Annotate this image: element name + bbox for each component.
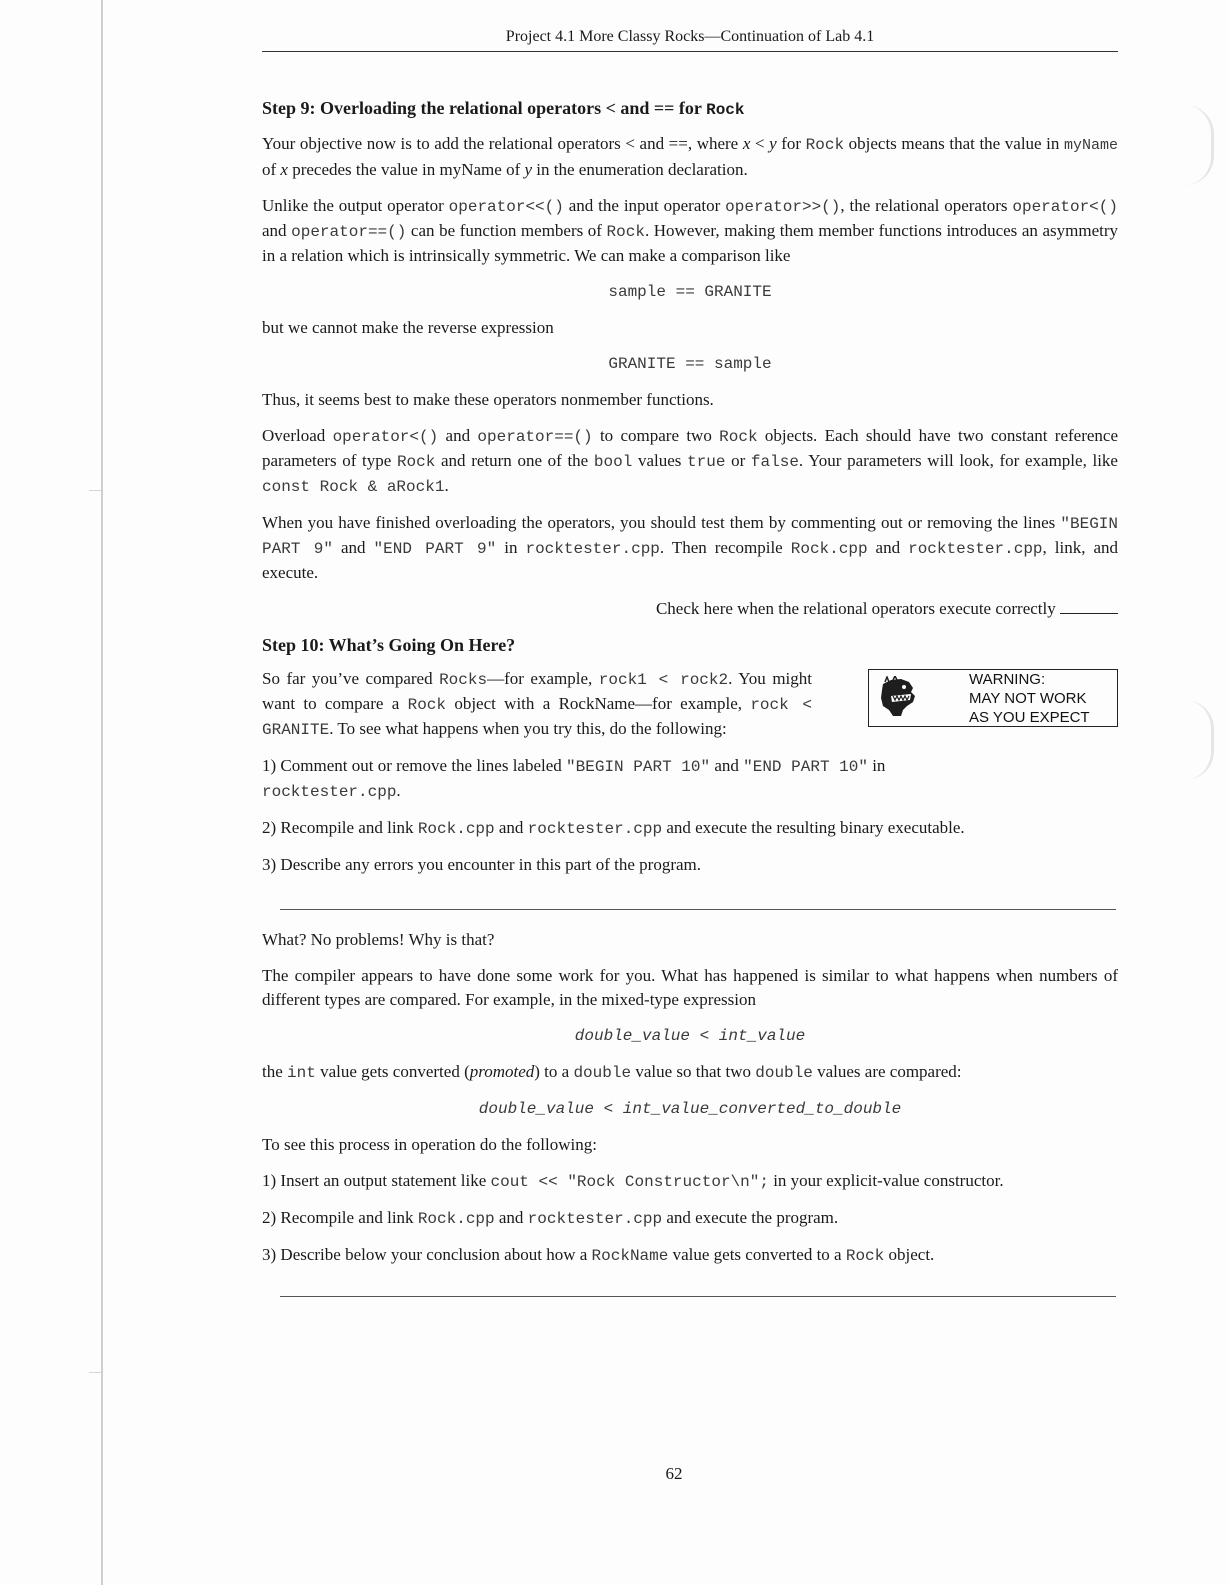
page-content bbox=[262, 26, 1118, 1297]
code: operator==() bbox=[291, 223, 407, 241]
var-x: x bbox=[742, 134, 751, 153]
code: rocktester.cpp bbox=[525, 540, 660, 558]
step10-intro-paragraph bbox=[262, 667, 812, 742]
var-y: y bbox=[769, 134, 777, 153]
code: false bbox=[750, 453, 799, 471]
text: Your objective now is to add the relational operators bbox=[262, 134, 626, 153]
answer-line[interactable] bbox=[280, 909, 1116, 910]
page-number: 62 bbox=[665, 1464, 683, 1483]
text: precedes the value in bbox=[287, 160, 440, 179]
text: , link, and execute. bbox=[262, 538, 1119, 582]
code: Rock bbox=[606, 223, 645, 241]
step9-member-paragraph bbox=[262, 194, 1118, 268]
code: double bbox=[573, 1064, 632, 1082]
text: objects. Each should have two constant reference parameters of type bbox=[262, 426, 1119, 470]
text: < bbox=[750, 134, 770, 153]
code-example-granite-eq-sample: GRANITE == sample bbox=[608, 355, 772, 373]
text: < bbox=[625, 134, 635, 153]
step10-instruction-5 bbox=[262, 1206, 1118, 1231]
text: value gets converted to a bbox=[668, 1245, 846, 1264]
warning-box bbox=[868, 669, 1118, 727]
text: and bbox=[710, 756, 744, 775]
text: and execute the program. bbox=[662, 1208, 839, 1227]
text: Unlike the output operator bbox=[262, 196, 449, 215]
text: object. bbox=[884, 1245, 935, 1264]
code: operator==() bbox=[477, 428, 593, 446]
text: When you have finished overloading the operators, you should test them by commenting out or removing the lines bbox=[262, 513, 1061, 532]
page-number-wrap bbox=[0, 1462, 1228, 1486]
text: —for example, bbox=[635, 694, 751, 713]
text: and bbox=[332, 538, 374, 557]
text: . Then recompile bbox=[659, 538, 791, 557]
code: bool bbox=[593, 453, 633, 471]
code: Rock.cpp bbox=[417, 1210, 495, 1228]
text: or bbox=[725, 451, 751, 470]
text: the bbox=[262, 1062, 288, 1081]
text: value so that two bbox=[631, 1062, 756, 1081]
reverse-expression-text: but we cannot make the reverse expression bbox=[262, 318, 554, 337]
text: 1) Insert an output statement like bbox=[262, 1171, 491, 1190]
step10-heading: Step 10: What’s Going On Here? bbox=[262, 635, 516, 655]
text: values bbox=[632, 451, 688, 470]
text: and bbox=[262, 221, 292, 240]
running-header: Project 4.1 More Classy Rocks—Continuation of Lab 4.1 bbox=[262, 26, 1118, 52]
text: —for example, bbox=[487, 669, 599, 688]
answer-line[interactable] bbox=[280, 1296, 1116, 1297]
text: , where bbox=[687, 134, 743, 153]
overload-paragraph bbox=[262, 424, 1118, 499]
code: rocktester.cpp bbox=[262, 783, 397, 801]
text: to compare two bbox=[592, 426, 720, 445]
text: 2) Recompile and link bbox=[262, 1208, 418, 1227]
warning-line: MAY NOT WORK bbox=[969, 689, 1087, 707]
code: "END PART 10" bbox=[743, 758, 868, 776]
code: rocktester.cpp bbox=[527, 820, 663, 838]
text: 3) Describe below your conclusion about how a bbox=[262, 1245, 592, 1264]
code: Rock.cpp bbox=[417, 820, 495, 838]
step9-checkoff bbox=[262, 597, 1118, 621]
text: of bbox=[262, 160, 281, 179]
text: . bbox=[444, 476, 449, 495]
text: . However, making them member functions introduces an asymmetry in a relation which is intrinsically symmetric. We can make a comparison like bbox=[262, 221, 1118, 265]
text: and execute the resulting binary executable. bbox=[662, 818, 965, 837]
step9-heading bbox=[262, 96, 1118, 122]
step9-objective-paragraph bbox=[262, 132, 1118, 182]
text: . Your parameters will look, for example, like bbox=[798, 451, 1118, 470]
code: rock < GRANITE bbox=[262, 696, 812, 739]
code: const Rock & aRock1 bbox=[262, 478, 445, 496]
text: in the enumeration declaration. bbox=[532, 160, 748, 179]
code: Rock bbox=[396, 453, 436, 471]
step10-intro-row bbox=[262, 667, 1118, 754]
code: operator>>() bbox=[725, 198, 841, 216]
code-example-sample-eq-granite: sample == GRANITE bbox=[608, 283, 772, 301]
var-y: y bbox=[524, 160, 533, 179]
checkoff-blank[interactable] bbox=[1060, 597, 1118, 614]
text: of bbox=[501, 160, 525, 179]
code: rock1 < rock2 bbox=[598, 671, 729, 689]
text: object with a bbox=[446, 694, 559, 713]
code-converted-expression: double_value < int_value_converted_to_double bbox=[478, 1100, 902, 1118]
text: for bbox=[776, 134, 806, 153]
text-myname: myName bbox=[439, 160, 502, 179]
code: rocktester.cpp bbox=[527, 1210, 663, 1228]
scan-margin-tick bbox=[89, 490, 101, 491]
text: and bbox=[438, 426, 478, 445]
text: and bbox=[634, 134, 669, 153]
nonmember-paragraph: Thus, it seems best to make these operators nonmember functions. bbox=[262, 390, 714, 409]
warning-line: AS YOU EXPECT bbox=[969, 708, 1090, 726]
code: true bbox=[687, 453, 726, 471]
code-myname: myName bbox=[1064, 137, 1119, 154]
step10-instruction-2 bbox=[262, 816, 1118, 841]
promotion-paragraph bbox=[262, 1060, 1118, 1085]
text: in bbox=[496, 538, 526, 557]
test-paragraph bbox=[262, 511, 1118, 585]
text: and bbox=[494, 1208, 528, 1227]
text-promoted: promoted bbox=[469, 1062, 535, 1081]
code-mixed-expression: double_value < int_value bbox=[574, 1027, 806, 1045]
code: Rock bbox=[845, 1247, 885, 1265]
code: rocktester.cpp bbox=[908, 540, 1043, 558]
text: and bbox=[867, 538, 909, 557]
code: Rock bbox=[719, 428, 758, 446]
text: objects means that the value in bbox=[844, 134, 1064, 153]
code: Rock.cpp bbox=[790, 540, 868, 558]
binder-hole-shadow bbox=[1185, 700, 1214, 780]
code: operator<<() bbox=[448, 198, 564, 216]
text: value gets converted ( bbox=[315, 1062, 470, 1081]
no-problems-text: What? No problems! Why is that? bbox=[262, 930, 495, 949]
text: Overload bbox=[262, 426, 333, 445]
text: So far you’ve compared bbox=[262, 669, 440, 688]
text: . bbox=[396, 781, 401, 800]
warning-line: WARNING: bbox=[969, 670, 1046, 688]
text: 2) Recompile and link bbox=[262, 818, 418, 837]
text: and the input operator bbox=[563, 196, 726, 215]
text: can be function members of bbox=[406, 221, 607, 240]
text: in your explicit-value constructor. bbox=[768, 1171, 1004, 1190]
text: in bbox=[867, 756, 886, 775]
step10-instruction-6 bbox=[262, 1243, 1118, 1268]
step9-heading-text: Step 9: Overloading the relational operators < and == for bbox=[262, 98, 707, 118]
step10-instruction-4 bbox=[262, 1169, 1118, 1194]
var-x: x bbox=[280, 160, 288, 179]
step9-heading-code: Rock bbox=[706, 101, 745, 119]
code: "BEGIN PART 10" bbox=[566, 758, 711, 776]
code: "BEGIN PART 9" bbox=[262, 515, 1118, 558]
code: int bbox=[287, 1064, 316, 1082]
warning-text bbox=[969, 670, 1090, 727]
code: "END PART 9" bbox=[373, 540, 497, 558]
text: 1) Comment out or remove the lines labeled bbox=[262, 756, 567, 775]
code: operator<() bbox=[332, 428, 439, 446]
step10-instruction-1 bbox=[262, 754, 1118, 804]
code-rock: Rock bbox=[805, 136, 845, 154]
code: double bbox=[755, 1064, 813, 1082]
scan-margin-tick bbox=[89, 1372, 101, 1373]
text: ) to a bbox=[534, 1062, 574, 1081]
code: Rock bbox=[407, 696, 446, 714]
text: values are compared: bbox=[812, 1062, 962, 1081]
text: . To see what happens when you try this, do the following: bbox=[329, 719, 727, 738]
text: and return one of the bbox=[435, 451, 594, 470]
code: operator<() bbox=[1012, 198, 1118, 216]
compiler-paragraph: The compiler appears to have done some work for you. What has happened is similar to what happens when numbers of different types are compared. For example, in the mixed-type expression bbox=[262, 966, 1118, 1009]
text-rockname: RockName bbox=[558, 694, 636, 713]
dinosaur-icon bbox=[877, 676, 917, 720]
checkoff-label: Check here when the relational operators execute correctly bbox=[655, 599, 1056, 618]
step10-instruction-3: 3) Describe any errors you encounter in this part of the program. bbox=[262, 855, 702, 874]
binder-hole-shadow bbox=[1185, 105, 1214, 185]
see-process-text: To see this process in operation do the following: bbox=[262, 1135, 597, 1154]
text: , the relational operators bbox=[840, 196, 1013, 215]
text: and bbox=[494, 818, 528, 837]
scan-margin-line bbox=[101, 0, 103, 1585]
code: RockName bbox=[591, 1247, 669, 1265]
text: . You might want to compare a bbox=[262, 669, 812, 713]
code: Rocks bbox=[439, 671, 488, 689]
text: == bbox=[668, 134, 688, 153]
code: cout << "Rock Constructor\n"; bbox=[490, 1173, 769, 1191]
